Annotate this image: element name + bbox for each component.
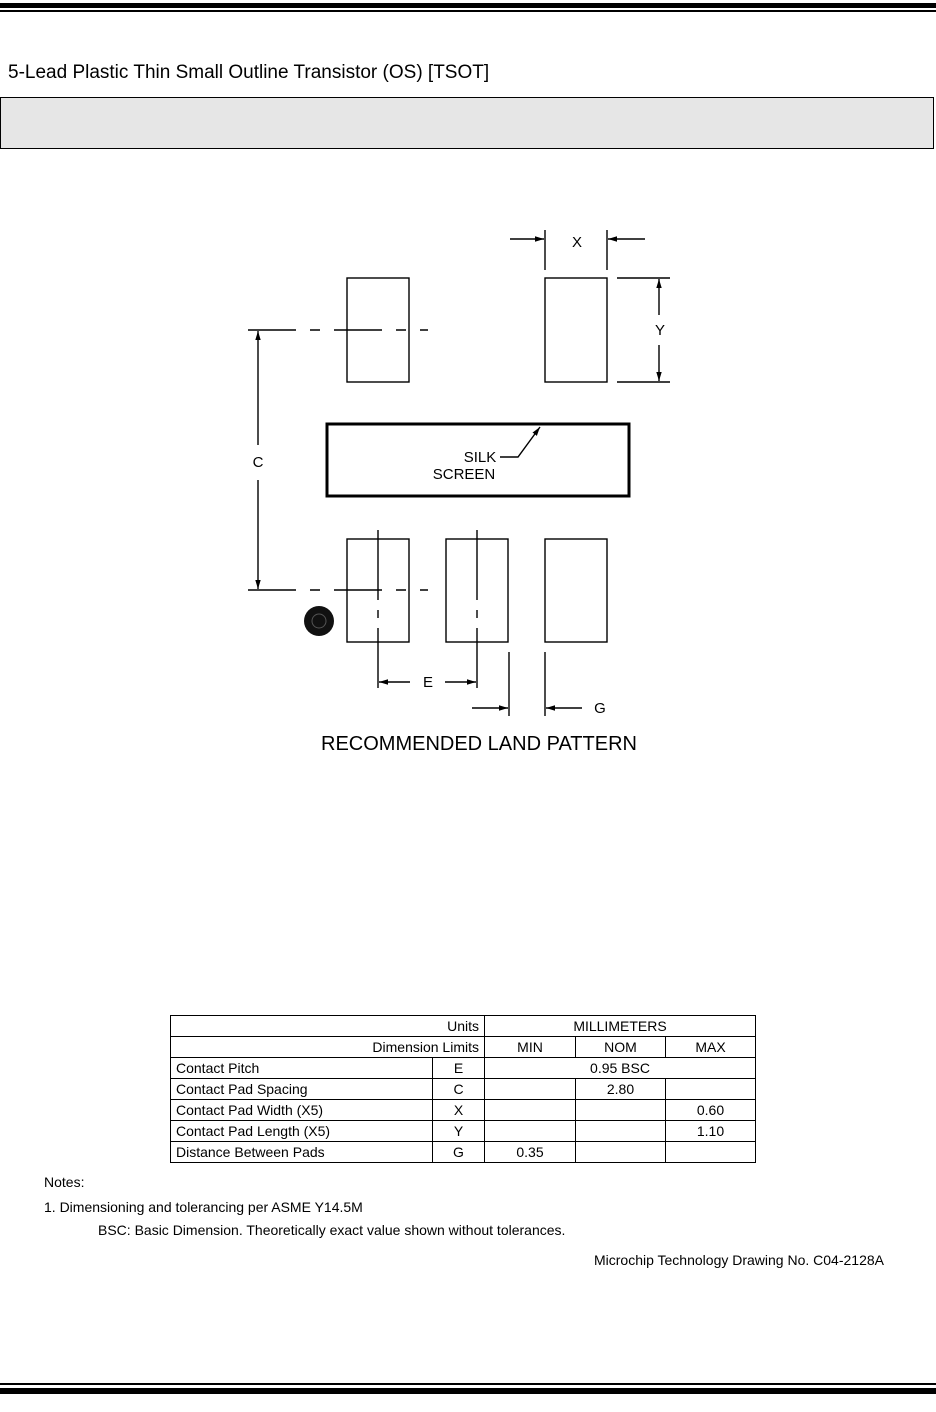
col-nom: NOM (576, 1037, 666, 1058)
notes-label: Notes: (44, 1174, 85, 1190)
row-max (666, 1079, 756, 1100)
land-pattern-drawing (0, 180, 936, 780)
drawing-number: Microchip Technology Drawing No. C04-2128A (593, 1252, 884, 1268)
row-name: Distance Between Pads (171, 1142, 433, 1163)
row-max: 1.10 (666, 1121, 756, 1142)
row-symbol: C (433, 1079, 485, 1100)
silk-label-line1: SILK (463, 449, 497, 466)
row-nom: 2.80 (576, 1079, 666, 1100)
row-max: 0.60 (666, 1100, 756, 1121)
dimension-table (170, 1015, 756, 1163)
col-max: MAX (666, 1037, 756, 1058)
dim-c-label: C (252, 454, 264, 471)
row-min (485, 1100, 576, 1121)
header-gray-band (0, 97, 934, 149)
top-pad-right (545, 278, 607, 382)
row-symbol: X (433, 1100, 485, 1121)
row-min (485, 1121, 576, 1142)
row-min (485, 1079, 576, 1100)
table-row (171, 1121, 756, 1142)
row-span-value: 0.95 BSC (485, 1058, 756, 1079)
col-min: MIN (485, 1037, 576, 1058)
limits-label: Dimension Limits (171, 1037, 485, 1058)
silk-label-line2: SCREEN (432, 466, 496, 483)
figure-caption: RECOMMENDED LAND PATTERN (321, 733, 637, 755)
row-name: Contact Pad Spacing (171, 1079, 433, 1100)
row-name: Contact Pitch (171, 1058, 433, 1079)
row-name: Contact Pad Width (X5) (171, 1100, 433, 1121)
dim-x-label: X (571, 234, 583, 251)
table-row (171, 1058, 756, 1079)
top-rule-thick (0, 3, 936, 8)
table-row (171, 1016, 756, 1037)
table-row (171, 1100, 756, 1121)
row-min: 0.35 (485, 1142, 576, 1163)
dim-g-label: G (594, 700, 606, 717)
note-2: BSC: Basic Dimension. Theoretically exact value shown without tolerances. (98, 1222, 566, 1238)
note-1: 1. Dimensioning and tolerancing per ASME Y14.5M (44, 1199, 363, 1215)
row-nom (576, 1121, 666, 1142)
units-label: Units (171, 1016, 485, 1037)
page-title: 5-Lead Plastic Thin Small Outline Transistor (OS) [TSOT] (8, 62, 490, 83)
table-row (171, 1142, 756, 1163)
row-symbol: E (433, 1058, 485, 1079)
table-row (171, 1079, 756, 1100)
bottom-pad-3 (545, 539, 607, 642)
top-rule-thin (0, 10, 936, 12)
table-row (171, 1037, 756, 1058)
row-nom (576, 1142, 666, 1163)
row-max (666, 1142, 756, 1163)
bottom-rule-thin (0, 1383, 936, 1385)
row-nom (576, 1100, 666, 1121)
row-symbol: G (433, 1142, 485, 1163)
units-value: MILLIMETERS (485, 1016, 756, 1037)
row-symbol: Y (433, 1121, 485, 1142)
bottom-rule-thick (0, 1388, 936, 1394)
row-name: Contact Pad Length (X5) (171, 1121, 433, 1142)
dim-e-label: E (422, 674, 434, 691)
dim-y-label: Y (654, 322, 666, 339)
pin1-indicator-dot (304, 606, 334, 636)
